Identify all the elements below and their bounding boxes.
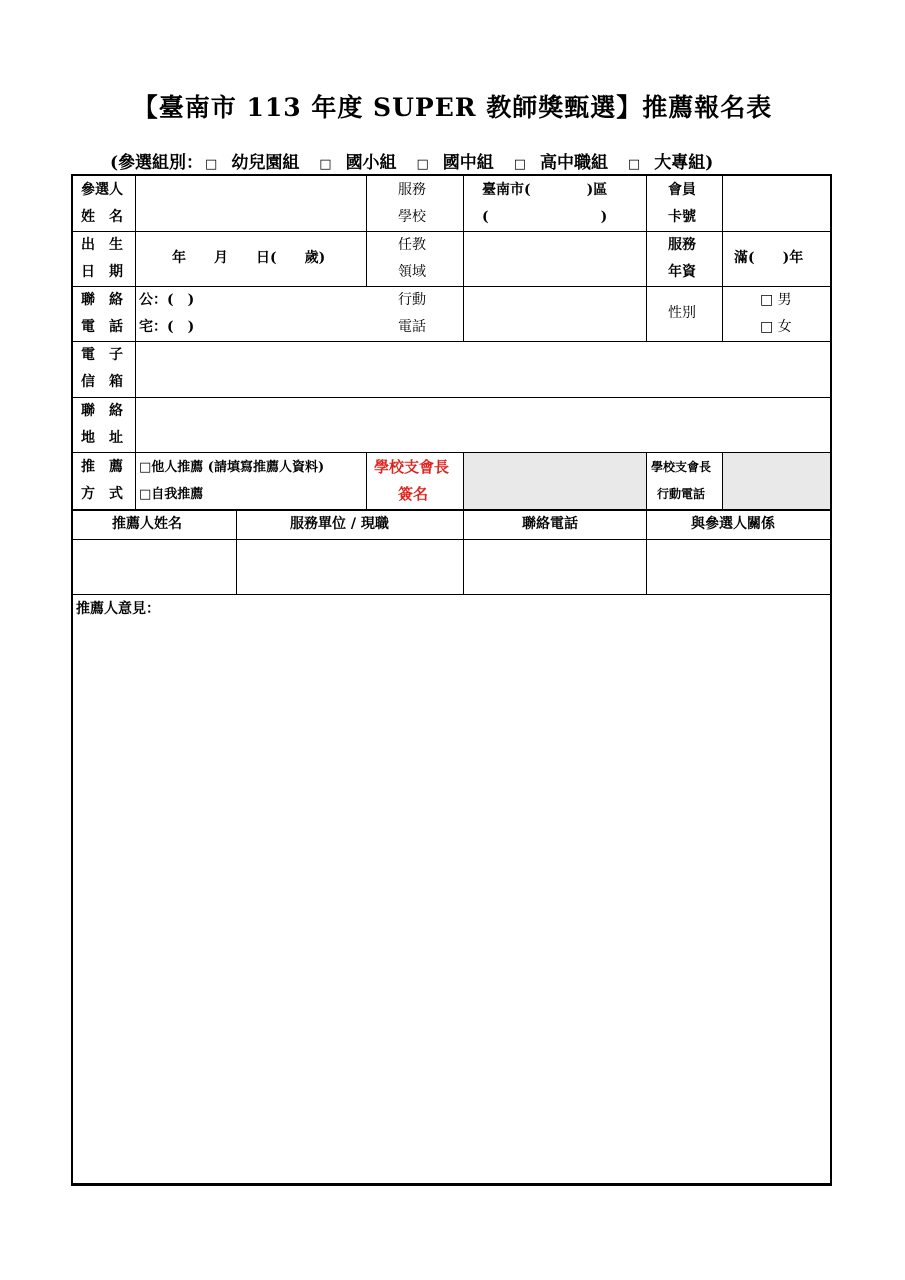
- row-divider: [71, 397, 832, 398]
- chair-mobile-label-1: 學校支會長: [651, 460, 712, 474]
- card-label-2: 卡號: [668, 209, 696, 225]
- name-label-2: 姓 名: [81, 209, 123, 225]
- mobile-label-1: 行動: [398, 292, 426, 308]
- address-label-2: 地 址: [81, 430, 123, 446]
- checkbox-elementary[interactable]: □: [319, 157, 332, 172]
- years-field[interactable]: 滿( )年: [734, 250, 804, 266]
- subject-label-1: 任教: [398, 237, 426, 253]
- name-label-1: 參選人: [81, 182, 123, 198]
- birth-label-2: 日 期: [81, 264, 123, 280]
- years-label-2: 年資: [668, 264, 696, 280]
- school-name-field[interactable]: ( ): [482, 209, 608, 225]
- address-label-1: 聯 絡: [81, 403, 123, 419]
- row-divider: [71, 452, 832, 453]
- school-label-2: 學校: [398, 209, 426, 225]
- group-prefix: (參選組別：: [110, 153, 204, 173]
- recommender-unit-header: 服務單位 / 現職: [290, 516, 389, 532]
- subject-label-2: 領域: [398, 264, 426, 280]
- chair-sign-label-2: 簽名: [398, 485, 429, 503]
- form-title: 【臺南市 113 年度 SUPER 教師獎甄選】推薦報名表: [132, 93, 773, 122]
- gender-label: 性別: [668, 305, 696, 321]
- birth-date-field[interactable]: 年 月 日( 歲): [172, 250, 326, 266]
- birth-label-1: 出 生: [81, 237, 123, 253]
- group-kindergarten: 幼兒園組: [231, 153, 300, 173]
- method-label-1: 推 薦: [81, 459, 123, 475]
- checkbox-kindergarten[interactable]: □: [205, 157, 218, 172]
- method-other-option[interactable]: □他人推薦 (請填寫推薦人資料): [139, 460, 325, 475]
- col-divider: [722, 452, 723, 509]
- row-divider: [71, 231, 832, 232]
- recommender-name-header: 推薦人姓名: [112, 516, 182, 532]
- row-divider: [71, 341, 832, 342]
- opinion-label: 推薦人意見：: [76, 601, 160, 617]
- group-junior-high: 國中組: [442, 153, 494, 173]
- row-divider: [71, 594, 832, 595]
- phone-home-field[interactable]: 宅：( ): [139, 319, 195, 335]
- row-divider: [71, 539, 832, 540]
- group-selection: [110, 148, 810, 173]
- recommender-relation-header: 與參選人關係: [691, 516, 775, 532]
- col-divider: [366, 175, 367, 287]
- email-label-2: 信 箱: [81, 374, 123, 390]
- gender-male-option[interactable]: □ 男: [760, 292, 792, 308]
- col-divider: [236, 510, 237, 595]
- col-divider: [463, 452, 464, 595]
- col-divider: [463, 175, 464, 342]
- col-divider: [722, 175, 723, 342]
- chair-mobile-label-2: 行動電話: [657, 487, 706, 501]
- checkbox-senior-high[interactable]: □: [513, 157, 526, 172]
- chair-sign-label-1: 學校支會長: [374, 458, 450, 476]
- group-senior-high: 高中職組: [540, 153, 608, 173]
- school-label-1: 服務: [398, 182, 426, 198]
- group-college: 大專組): [654, 153, 714, 173]
- col-divider: [135, 175, 136, 510]
- group-elementary: 國小組: [345, 153, 397, 173]
- checkbox-college[interactable]: □: [627, 157, 641, 172]
- years-label-1: 服務: [668, 237, 696, 253]
- school-district-field[interactable]: 臺南市( )區: [482, 182, 608, 198]
- recommender-phone-header: 聯絡電話: [522, 516, 578, 532]
- phone-label-1: 聯 絡: [81, 292, 123, 308]
- method-self-option[interactable]: □自我推薦: [139, 487, 204, 502]
- gender-female-option[interactable]: □ 女: [760, 319, 792, 335]
- method-label-2: 方 式: [81, 486, 123, 502]
- col-divider: [646, 175, 647, 342]
- col-divider: [366, 452, 367, 509]
- email-label-1: 電 子: [81, 347, 123, 363]
- col-divider: [646, 452, 647, 595]
- mobile-label-2: 電話: [398, 319, 426, 335]
- phone-office-field[interactable]: 公：( ): [139, 292, 195, 308]
- card-label-1: 會員: [668, 182, 696, 198]
- checkbox-junior-high[interactable]: □: [416, 157, 429, 172]
- phone-label-2: 電 話: [81, 319, 123, 335]
